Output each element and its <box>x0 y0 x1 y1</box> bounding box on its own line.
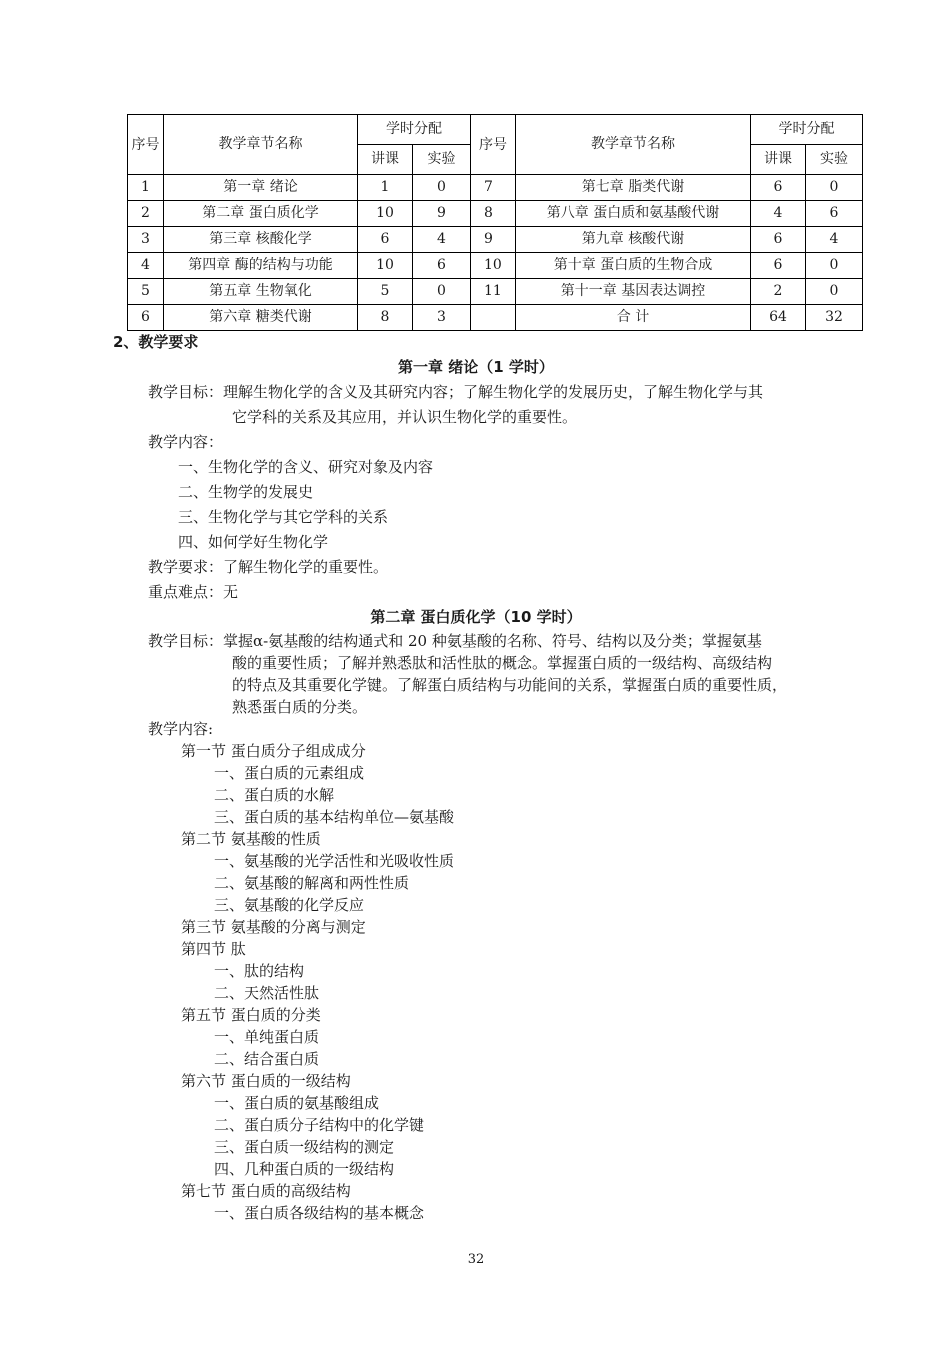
row-chapter-left: 第一章 绪论 <box>164 175 358 201</box>
row-lab-left: 0 <box>413 279 471 305</box>
row-seq-left: 2 <box>128 201 164 227</box>
outline-item: 一、蛋白质的氨基酸组成 <box>214 1094 380 1112</box>
row-lecture-right: 4 <box>751 201 806 227</box>
row-lecture-left: 5 <box>358 279 413 305</box>
row-chapter-right: 第十一章 基因表达调控 <box>516 279 751 305</box>
header-hours-right: 学时分配 <box>751 115 863 145</box>
chapter1-content-label: 教学内容： <box>148 433 224 451</box>
table-header-row <box>128 115 863 145</box>
row-lab-left: 4 <box>413 227 471 253</box>
row-lecture-left: 6 <box>358 227 413 253</box>
row-seq-right: 9 <box>471 227 516 253</box>
row-seq-right: 7 <box>471 175 516 201</box>
row-chapter-right: 第十章 蛋白质的生物合成 <box>516 253 751 279</box>
row-lecture-left: 10 <box>358 201 413 227</box>
row-seq-left: 1 <box>128 175 164 201</box>
row-chapter-left: 第二章 蛋白质化学 <box>164 201 358 227</box>
row-lecture-left: 10 <box>358 253 413 279</box>
outline-item: 二、氨基酸的解离和两性性质 <box>214 874 410 892</box>
row-lab-left: 6 <box>413 253 471 279</box>
header-seq-left <box>128 115 164 175</box>
row-seq-left: 3 <box>128 227 164 253</box>
header-lab-right: 实验 <box>806 145 863 175</box>
row-seq-right: 11 <box>471 279 516 305</box>
row-chapter-right: 合 计 <box>516 305 751 331</box>
row-lecture-left: 8 <box>358 305 413 331</box>
header-lab-left: 实验 <box>413 145 471 175</box>
section-title: 2、教学要求 <box>113 333 199 351</box>
outline-item: 一、肽的结构 <box>214 962 305 980</box>
row-seq-left: 5 <box>128 279 164 305</box>
chapter1-item: 三、生物化学与其它学科的关系 <box>178 508 389 526</box>
row-lab-right: 4 <box>806 227 863 253</box>
row-chapter-left: 第三章 核酸化学 <box>164 227 358 253</box>
outline-item: 一、蛋白质各级结构的基本概念 <box>214 1204 425 1222</box>
row-seq-left: 4 <box>128 253 164 279</box>
chapter2-content-label: 教学内容: <box>148 720 214 738</box>
outline-item: 三、氨基酸的化学反应 <box>214 896 365 914</box>
outline-item: 三、蛋白质一级结构的测定 <box>214 1138 395 1156</box>
outline-section: 第三节 氨基酸的分离与测定 <box>181 918 366 936</box>
chapter2-goal-line1: 教学目标：掌握α-氨基酸的结构通式和 20 种氨基酸的名称、符号、结构以及分类；掌握氨基 <box>148 632 762 650</box>
course-hours-table <box>127 114 863 331</box>
outline-section: 第五节 蛋白质的分类 <box>181 1006 321 1024</box>
row-seq-right: 10 <box>471 253 516 279</box>
header-name-left: 教学章节名称 <box>164 115 358 175</box>
outline-section: 第七节 蛋白质的高级结构 <box>181 1182 351 1200</box>
outline-item: 一、单纯蛋白质 <box>214 1028 320 1046</box>
row-chapter-right: 第八章 蛋白质和氨基酸代谢 <box>516 201 751 227</box>
chapter1-key-points: 重点难点：无 <box>148 583 239 601</box>
row-chapter-left: 第五章 生物氧化 <box>164 279 358 305</box>
row-chapter-right: 第七章 脂类代谢 <box>516 175 751 201</box>
chapter2-goal-line2: 酸的重要性质；了解并熟悉肽和活性肽的概念。掌握蛋白质的一级结构、高级结构 <box>232 654 773 672</box>
header-lecture-left: 讲课 <box>358 145 413 175</box>
table-row <box>128 175 863 201</box>
row-lecture-right: 2 <box>751 279 806 305</box>
outline-item: 二、蛋白质分子结构中的化学键 <box>214 1116 425 1134</box>
chapter1-title: 第一章 绪论（1 学时） <box>398 358 554 376</box>
row-lecture-right: 6 <box>751 253 806 279</box>
row-chapter-left: 第四章 酶的结构与功能 <box>164 253 358 279</box>
outline-item: 二、结合蛋白质 <box>214 1050 320 1068</box>
row-chapter-right: 第九章 核酸代谢 <box>516 227 751 253</box>
row-lecture-right: 6 <box>751 227 806 253</box>
row-lab-right: 6 <box>806 201 863 227</box>
chapter1-item: 二、生物学的发展史 <box>178 483 314 501</box>
chapter1-goal-line2: 它学科的关系及其应用，并认识生物化学的重要性。 <box>232 408 578 426</box>
header-seq-right <box>471 115 516 175</box>
outline-item: 一、蛋白质的元素组成 <box>214 764 365 782</box>
row-lab-right: 0 <box>806 279 863 305</box>
header-seq-text: 序号 <box>479 136 507 153</box>
outline-section: 第二节 氨基酸的性质 <box>181 830 321 848</box>
chapter1-item: 四、如何学好生物化学 <box>178 533 329 551</box>
outline-section: 第四节 肽 <box>181 940 246 958</box>
outline-item: 二、蛋白质的水解 <box>214 786 335 804</box>
chapter2-goal-line4: 熟悉蛋白质的分类。 <box>232 698 368 716</box>
row-lecture-right: 64 <box>751 305 806 331</box>
row-lab-right: 0 <box>806 175 863 201</box>
outline-item: 三、蛋白质的基本结构单位—氨基酸 <box>214 808 455 826</box>
outline-item: 四、几种蛋白质的一级结构 <box>214 1160 395 1178</box>
row-lab-left: 9 <box>413 201 471 227</box>
row-lecture-right: 6 <box>751 175 806 201</box>
chapter1-requirement: 教学要求：了解生物化学的重要性。 <box>148 558 389 576</box>
outline-section: 第一节 蛋白质分子组成成分 <box>181 742 366 760</box>
row-lecture-left: 1 <box>358 175 413 201</box>
chapter1-goal-line1: 教学目标：理解生物化学的含义及其研究内容；了解生物化学的发展历史，了解生物化学与其 <box>148 383 764 401</box>
header-hours-left: 学时分配 <box>358 115 471 145</box>
outline-item: 二、天然活性肽 <box>214 984 320 1002</box>
row-seq-right: 8 <box>471 201 516 227</box>
page-number: 32 <box>467 1252 485 1267</box>
row-lab-left: 3 <box>413 305 471 331</box>
table-row <box>128 201 863 227</box>
table-row <box>128 253 863 279</box>
row-seq-left: 6 <box>128 305 164 331</box>
header-name-right: 教学章节名称 <box>516 115 751 175</box>
header-lecture-right: 讲课 <box>751 145 806 175</box>
table-row <box>128 227 863 253</box>
outline-section: 第六节 蛋白质的一级结构 <box>181 1072 351 1090</box>
outline-item: 一、氨基酸的光学活性和光吸收性质 <box>214 852 455 870</box>
row-seq-right <box>471 305 516 331</box>
table-row <box>128 279 863 305</box>
row-lab-right: 32 <box>806 305 863 331</box>
table-row <box>128 305 863 331</box>
header-seq-text: 序号 <box>131 136 160 153</box>
row-chapter-left: 第六章 糖类代谢 <box>164 305 358 331</box>
row-lab-left: 0 <box>413 175 471 201</box>
chapter2-title: 第二章 蛋白质化学（10 学时） <box>370 608 582 626</box>
chapter2-goal-line3: 的特点及其重要化学键。了解蛋白质结构与功能间的关系，掌握蛋白质的重要性质， <box>232 676 788 694</box>
chapter1-item: 一、生物化学的含义、研究对象及内容 <box>178 458 434 476</box>
row-lab-right: 0 <box>806 253 863 279</box>
